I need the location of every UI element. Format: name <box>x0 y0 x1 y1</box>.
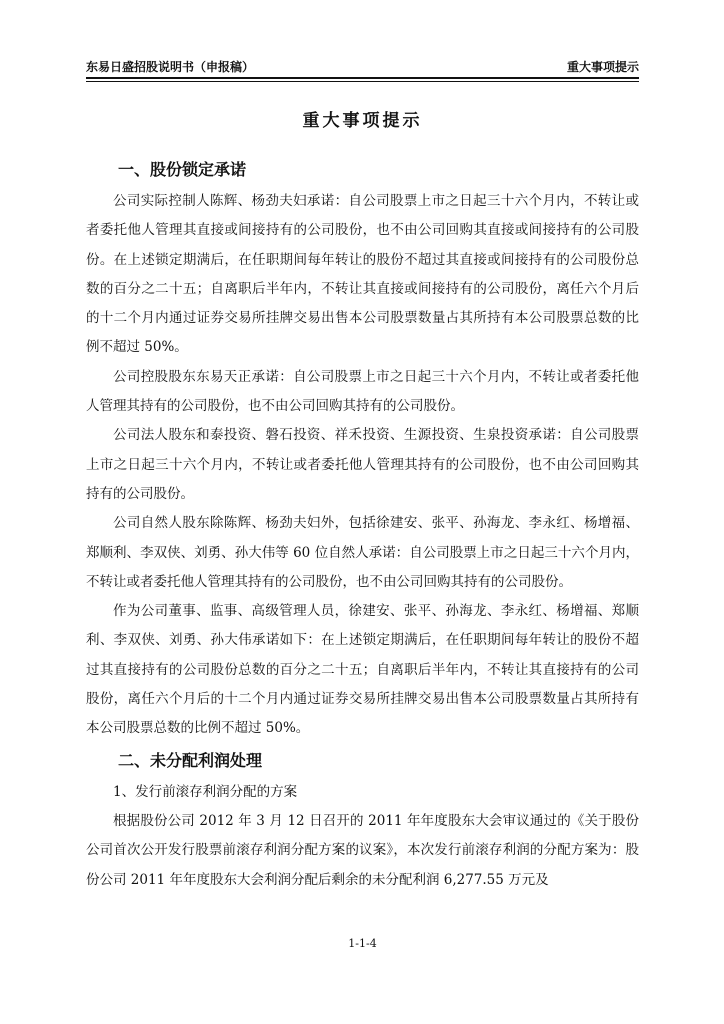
header-section-title: 重大事项提示 <box>566 60 639 74</box>
page-header <box>86 56 639 78</box>
paragraph: 根据股份公司 2012 年 3 月 12 日召开的 2011 年年度股东大会审议通过的《关于股份公司首次公开发行股票前滚存利润分配方案的议案》，本次发行前滚存利润的分配方案为：股份公司 2011 年年度股东大会利润分配后剩余的未分配利润 6,277.55 万元及 <box>86 812 639 888</box>
header-document-title: 东易日盛招股说明书（申报稿） <box>86 60 255 74</box>
subsection-heading: 1、发行前滚存利润分配的方案 <box>113 783 298 800</box>
paragraph: 公司控股股东东易天正承诺：自公司股票上市之日起三十六个月内，不转让或者委托他人管理其持有的公司股份，也不由公司回购其持有的公司股份。 <box>86 368 639 415</box>
paragraph: 作为公司董事、监事、高级管理人员，徐建安、张平、孙海龙、李永红、杨增福、郑顺利、李双侠、刘勇、孙大伟承诺如下：在上述锁定期满后，在任职期间每年转让的股份不超过其直接持有的公司股份总数的百分之二十五；自离职后半年内，不转让其直接持有的公司股份，离任六个月后的十二个月内通过证券交易所挂牌交易出售本公司股票数量占其所持有本公司股票总数的比例不超过 50%。 <box>86 603 639 737</box>
page-number: 1-1-4 <box>348 937 377 950</box>
paragraph: 公司法人股东和泰投资、磐石投资、祥禾投资、生源投资、生泉投资承诺：自公司股票上市之日起三十六个月内，不转让或者委托他人管理其持有的公司股份，也不由公司回购其持有的公司股份。 <box>86 427 639 502</box>
page-title: 重大事项提示 <box>302 111 423 131</box>
page-body <box>86 153 639 895</box>
section-heading-share-lockup: 一、股份锁定承诺 <box>118 160 247 179</box>
paragraph: 公司实际控制人陈辉、杨劲夫妇承诺：自公司股票上市之日起三十六个月内，不转让或者委托他人管理其直接或间接持有的公司股份，也不由公司回购其直接或间接持有的公司股份。在上述锁定期满后，在任职期间每年转让的股份不超过其直接或间接持有的公司股份总数的百分之二十五；自离职后半年内，不转让其直接或间接持有的公司股份，离任六个月后的十二个月内通过证券交易所挂牌交易出售本公司股票数量占其所持有本公司股票总数的比例不超过 50%。 <box>86 193 639 356</box>
section-heading-undistributed-profit: 二、未分配利润处理 <box>118 750 263 770</box>
header-rule-thin <box>86 81 639 82</box>
header-rule-thick <box>86 77 639 79</box>
paragraph: 公司自然人股东除陈辉、杨劲夫妇外，包括徐建安、张平、孙海龙、李永红、杨增福、郑顺利、李双侠、刘勇、孙大伟等 60 位自然人承诺：自公司股票上市之日起三十六个月内，不转让或者委托他人管理其持有的公司股份，也不由公司回购其持有的公司股份。 <box>86 515 639 590</box>
